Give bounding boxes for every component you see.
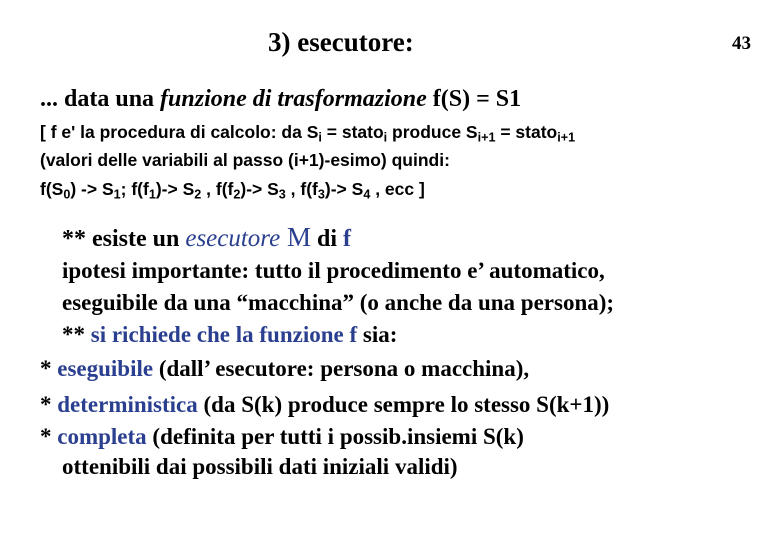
text: sia: [357, 322, 398, 347]
definition-tail: f(S) = S1 [426, 86, 522, 112]
body-line-2: eseguibile da una “macchina” (o anche da una persona); [62, 290, 615, 315]
subscript: i [318, 130, 322, 145]
text: )-> S [324, 179, 364, 199]
text: produce S [387, 122, 478, 142]
executor-symbol: M [280, 222, 311, 252]
subscript: 4 [363, 187, 371, 202]
subscript: 2 [194, 187, 202, 202]
subscript: 3 [278, 187, 286, 202]
procedure-line-2: (valori delle variabili al passo (i+1)-esimo) quindi: [40, 150, 450, 170]
text: )-> S [240, 179, 279, 199]
text: = stato [321, 122, 384, 142]
text: ** [62, 322, 91, 347]
subscript: 0 [63, 187, 71, 202]
highlight-text: si richiede che la funzione f [90, 322, 358, 347]
executor-mid: di [310, 226, 343, 252]
subscript: i+1 [557, 130, 576, 145]
text: , f(f [201, 179, 234, 199]
highlight-text: eseguibile [57, 356, 154, 381]
executor-f: f [343, 226, 351, 252]
text: (da S(k) produce sempre lo stesso S(k+1)) [197, 392, 610, 417]
body-line-3 [62, 322, 397, 348]
definition-line [40, 86, 521, 113]
procedure-line-1 [40, 122, 575, 143]
subscript: 2 [233, 187, 241, 202]
bullet: * [40, 392, 58, 417]
highlight-text: completa [57, 424, 147, 449]
bullet-eseguibile [40, 356, 529, 382]
slide-title: 3) esecutore: [268, 27, 414, 57]
text: = stato [495, 122, 558, 142]
body-line-1: ipotesi importante: tutto il procedimento e’ automatico, [62, 258, 605, 283]
text: )-> S [155, 179, 195, 199]
procedure-line-3 [40, 179, 425, 200]
text: (dall’ esecutore: persona o macchina), [153, 356, 530, 381]
subscript: 1 [148, 187, 156, 202]
text: ) -> S [70, 179, 114, 199]
subscript: 3 [317, 187, 325, 202]
body-line-7: ottenibili dai possibili dati iniziali validi) [62, 454, 458, 479]
definition-lead: ... data una [40, 86, 161, 112]
definition-italic: funzione di trasformazione [160, 86, 427, 112]
text: , f(f [285, 179, 318, 199]
page-number: 43 [732, 33, 751, 54]
highlight-text: deterministica [57, 392, 198, 417]
text: ; f(f [120, 179, 149, 199]
subscript: 1 [113, 187, 121, 202]
bullet: * [40, 424, 58, 449]
executor-line [62, 222, 351, 253]
text: , ecc ] [370, 179, 425, 199]
executor-pre: ** esiste un [62, 226, 186, 252]
subscript: i+1 [477, 130, 496, 145]
text: (definita per tutti i possib.insiemi S(k) [146, 424, 524, 449]
text: [ f e' la procedura di calcolo: da S [40, 122, 319, 142]
bullet: * [40, 356, 58, 381]
bullet-deterministica [40, 392, 609, 418]
executor-word: esecutore [185, 225, 281, 252]
subscript: i [383, 130, 388, 145]
text: f(S [40, 179, 64, 199]
bullet-completa [40, 424, 524, 450]
